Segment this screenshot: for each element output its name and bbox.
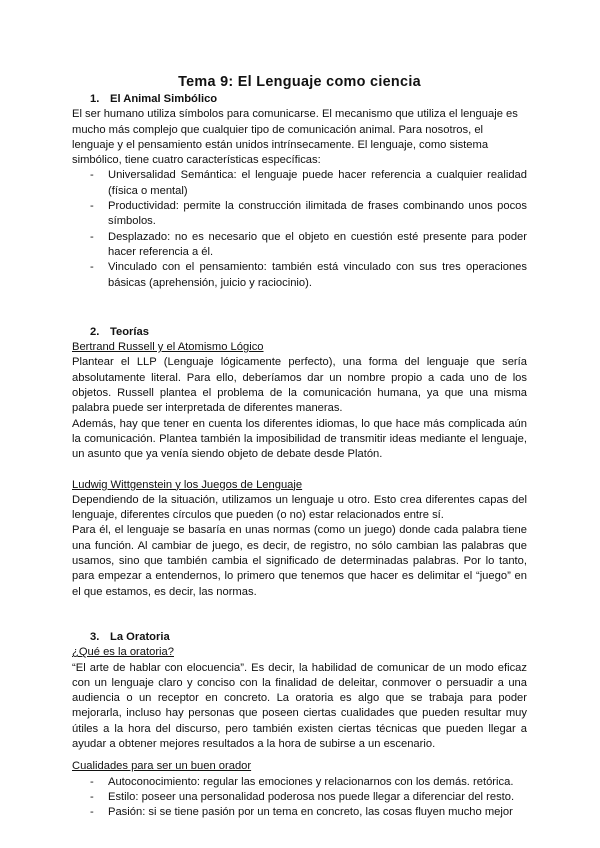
list-item bbox=[90, 805, 527, 820]
list-item-text: Desplazado: no es necesario que el objeto en cuestión esté presente para poder hacer referencia a él. bbox=[108, 230, 527, 258]
document-page bbox=[72, 74, 527, 820]
subheading-russell: Bertrand Russell y el Atomismo Lógico bbox=[72, 341, 264, 354]
dash-bullet: - bbox=[90, 775, 94, 788]
paragraph: Además, hay que tener en cuenta los diferentes idiomas, lo que hace más complicada aún la comunicación. Plantea también la imposibilidad de transmitir ideas mediante el lenguaje, un asunto que ya venía siendo objeto de debate desde Platón. bbox=[72, 417, 527, 461]
qualities-list bbox=[72, 775, 527, 821]
section-heading-oratoria bbox=[72, 630, 527, 645]
section-title: El Animal Simbólico bbox=[110, 93, 218, 105]
paragraph: Para él, el lenguaje se basaría en unas normas (como un juego) donde cada palabra tiene una función. Al cambiar de juego, es decir, de registro, no sólo cambian las palabras que usamos, sino que también cambia el significado de determinadas palabras. Por lo tanto, para empezar a entendernos, lo primero que tenemos que hacer es delimitar el “juego” en el que estamos, es decir, las normas. bbox=[72, 524, 527, 598]
characteristics-list bbox=[72, 168, 527, 290]
paragraph: El ser humano utiliza símbolos para comunicarse. El mecanismo que utiliza el lenguaje es mucho más complejo que cualquier tipo de comunicación animal. Para nosotros, el lenguaje y el pensamiento están unidos intrínsecamente. El lenguaje, como sistema simbólico, tiene cuatro características específicas: bbox=[72, 108, 518, 167]
section-heading-teorias bbox=[72, 325, 527, 340]
section-number: 3. bbox=[90, 630, 100, 643]
list-item bbox=[90, 230, 527, 261]
list-item bbox=[90, 790, 527, 805]
paragraph: “El arte de hablar con elocuencia”. Es decir, la habilidad de comunicar de un modo eficaz con un lenguaje claro y conciso con la finalidad de deleitar, conmover o persuadir a una audiencia o un receptor en concreto. La oratoria es algo que se trabaja para poder mejorarla, incluso hay personas que poseen ciertas cualidades que pueden resultar muy útiles a la hora del discurso, pero también existen ciertas técnicas que pueden llegar a ayudar a obtener mejores resultados a la hora de subirse a un escenario. bbox=[72, 661, 527, 750]
subheading-wittgenstein: Ludwig Wittgenstein y los Juegos de Lenguaje bbox=[72, 478, 303, 491]
paragraph: Dependiendo de la situación, utilizamos un lenguaje u otro. Esto crea diferentes capas del lenguaje, diferentes círculos que pueden (o no) estar relacionados entre sí. bbox=[72, 493, 527, 522]
subheading-que-es-oratoria: ¿Qué es la oratoria? bbox=[72, 646, 174, 659]
dash-bullet: - bbox=[90, 200, 94, 213]
subheading-cualidades: Cualidades para ser un buen orador bbox=[72, 760, 252, 773]
list-item-text: Vinculado con el pensamiento: también está vinculado con sus tres operaciones básicas (aprehensión, juicio y raciocinio). bbox=[108, 261, 527, 289]
list-item bbox=[90, 168, 527, 199]
dash-bullet: - bbox=[90, 169, 94, 182]
list-item-text: Estilo: poseer una personalidad poderosa nos puede llegar a diferenciar del resto. bbox=[108, 790, 515, 803]
list-item bbox=[90, 775, 527, 790]
dash-bullet: - bbox=[90, 790, 94, 803]
list-item bbox=[90, 260, 527, 291]
section-title: Teorías bbox=[110, 325, 149, 338]
page-title: Tema 9: El Lenguaje como ciencia bbox=[178, 74, 421, 90]
paragraph: Plantear el LLP (Lenguaje lógicamente perfecto), una forma del lenguaje que sería absolutamente literal. Para ello, deberíamos dar un nombre propio a cada uno de los objetos. Russell plantea el problema de la comunicación humana, ya que una misma palabra puede ser interpretada de diferentes maneras. bbox=[72, 356, 527, 415]
list-item-text: Pasión: si se tiene pasión por un tema en concreto, las cosas fluyen mucho mejor bbox=[108, 806, 513, 819]
section-number: 2. bbox=[90, 325, 100, 338]
dash-bullet: - bbox=[90, 261, 94, 274]
dash-bullet: - bbox=[90, 230, 94, 243]
list-item-text: Productividad: permite la construcción ilimitada de frases combinando unos pocos símbolos. bbox=[108, 200, 527, 228]
list-item-text: Autoconocimiento: regular las emociones y relacionarnos con los demás. retórica. bbox=[108, 775, 514, 788]
list-item-text: Universalidad Semántica: el lenguaje puede hacer referencia a cualquier realidad (física o mental) bbox=[108, 169, 527, 197]
dash-bullet: - bbox=[90, 806, 94, 819]
section-heading-animal-simbolico bbox=[72, 92, 527, 107]
section-title: La Oratoria bbox=[110, 630, 170, 643]
list-item bbox=[90, 199, 527, 230]
section-number: 1. bbox=[90, 93, 100, 105]
